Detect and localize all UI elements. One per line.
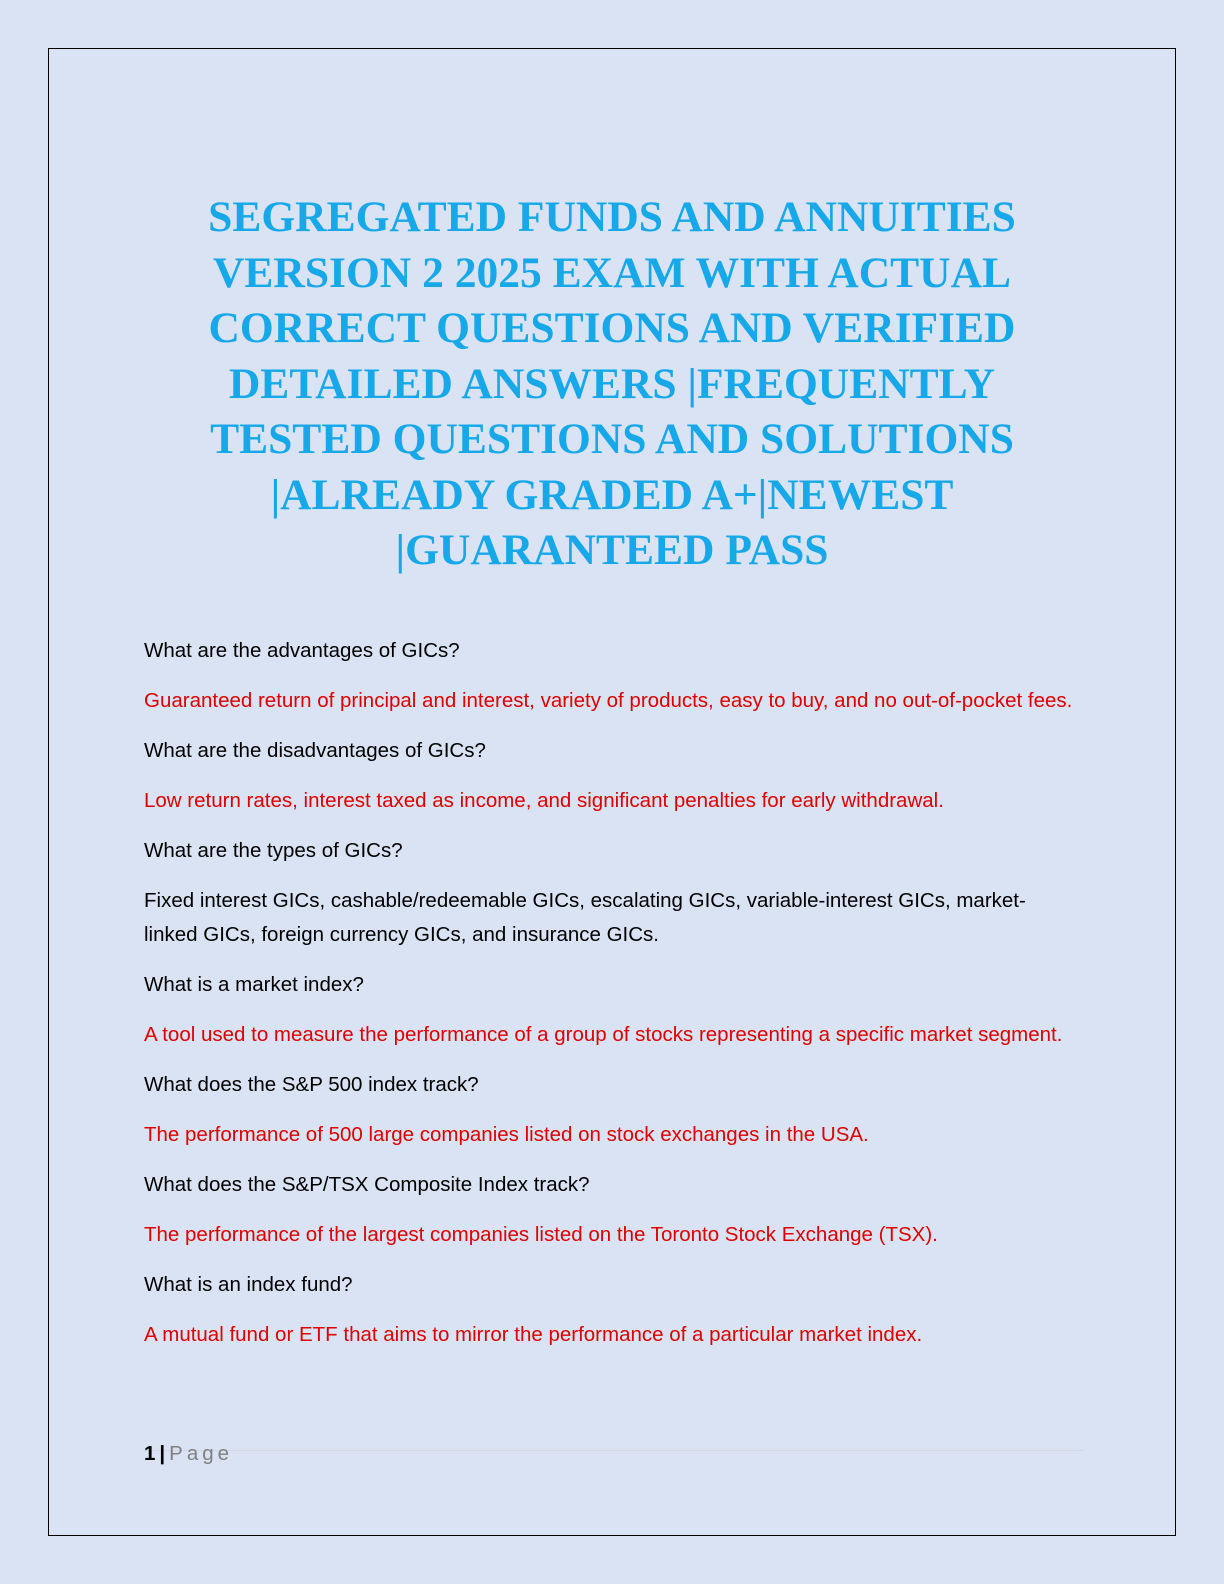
- answer-6: The performance of the largest companies listed on the Toronto Stock Exchange (TSX).: [144, 1223, 938, 1246]
- footer-divider: [144, 1450, 1084, 1451]
- answer-2: Low return rates, interest taxed as income, and significant penalties for early withdrawal.: [144, 789, 944, 812]
- question-3: What are the types of GICs?: [144, 839, 403, 862]
- page-label: Page: [169, 1442, 234, 1465]
- question-4: What is a market index?: [144, 973, 364, 996]
- question-7: What is an index fund?: [144, 1273, 353, 1296]
- page-number: 1: [144, 1442, 156, 1465]
- answer-3: Fixed interest GICs, cashable/redeemable GICs, escalating GICs, variable-interest GICs, market-linked GICs, foreign currency GICs, and insurance GICs.: [144, 889, 1026, 946]
- answer-4: A tool used to measure the performance of a group of stocks representing a specific market segment.: [144, 1023, 1063, 1046]
- question-5: What does the S&P 500 index track?: [144, 1073, 479, 1096]
- qa-list: [144, 634, 1074, 1368]
- footer-separator: |: [159, 1442, 166, 1465]
- answer-1: Guaranteed return of principal and interest, variety of products, easy to buy, and no out-of-pocket fees.: [144, 689, 1073, 712]
- document-title: SEGREGATED FUNDS AND ANNUITIES VERSION 2 2025 EXAM WITH ACTUAL CORRECT QUESTIONS AND VERIFIED DETAILED ANSWERS |FREQUENTLY TESTED QUESTIONS AND SOLUTIONS |ALREADY GRADED A+|NEWEST |GUARANTEED PASS: [208, 193, 1016, 574]
- answer-7: A mutual fund or ETF that aims to mirror the performance of a particular market index.: [144, 1323, 923, 1346]
- question-2: What are the disadvantages of GICs?: [144, 739, 486, 762]
- page-footer: [144, 1441, 233, 1467]
- answer-5: The performance of 500 large companies listed on stock exchanges in the USA.: [144, 1123, 869, 1146]
- question-1: What are the advantages of GICs?: [144, 639, 460, 662]
- question-6: What does the S&P/TSX Composite Index track?: [144, 1173, 590, 1196]
